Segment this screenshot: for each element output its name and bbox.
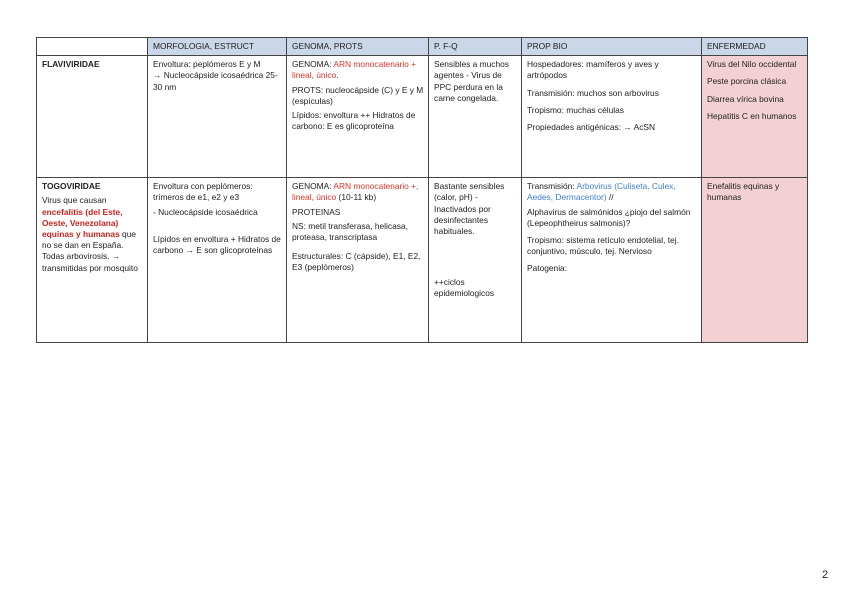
morfologia-line: Lípidos en envoltura + Hidratos de carbono → E son glicoproteínas (153, 233, 281, 256)
genoma-highlight: ARN monocatenario + lineal, único (292, 59, 417, 81)
genoma-cell (287, 56, 429, 178)
enfermedad-cell (702, 56, 808, 178)
family-description: Virus que causan encefalitis (del Este, Oeste, Venezolana) equinas y humanas que no se dan en España. Todas arbovirosis. → transmitidas por mosquito (42, 195, 138, 273)
family-name: FLAVIVIRIDAE (42, 59, 100, 70)
hospedadores-text: Hospedadores: mamíferos y aves y artrópodos (527, 59, 659, 81)
morfologia-line: Envoltura con peplómeros: trímeros de e1, e2 y e3 (153, 181, 253, 203)
transmision-text: Transmisión: muchos son arbovirus (527, 87, 659, 98)
family-cell (37, 56, 148, 178)
alphavirus-text: Alphavirus de salmónidos ¿piojo del salmón (Lepeophtheirus salmonis)? (527, 206, 691, 228)
lipidos-text: Lípidos: envoltura ++ Hidratos de carbono: E es glicoproteína (292, 110, 416, 132)
morfologia-cell (148, 56, 287, 178)
pfq-text: Bastante sensibles (calor, pH) - Inactivados por desinfectantes habituales. (434, 181, 505, 237)
enfermedad-item: Hepatitis C en humanos (707, 110, 797, 121)
propbio-cell (522, 56, 702, 178)
header-propbio: PROP BIO (522, 38, 702, 56)
prots-text: PROTS: nucleocápside (C) y E y M (espículas) (292, 84, 424, 106)
pfq-text: Sensibles a muchos agentes - Virus de PPC perdura en la carne congelada. (434, 59, 509, 103)
patogenia-text: Patogenia: (527, 263, 568, 274)
header-pfq: P. F-Q (429, 38, 522, 56)
antigenicas-text: Propiedades antigénicas: → AcSN (527, 122, 656, 133)
header-empty (37, 38, 148, 56)
header-morfologia: MORFOLOGIA, ESTRUCT (148, 38, 287, 56)
tropismo-text: Tropismo: sistema retículo endotelial, tej. conjuntivo, músculo, tej. Nervioso (527, 235, 679, 257)
table-row-flaviviridae (37, 56, 808, 178)
tropismo-text: Tropismo: muchas células (527, 104, 624, 115)
page-number: 2 (822, 569, 829, 581)
estructurales-text: Estructurales: C (cápside), E1, E2, E3 (peplómeros) (292, 251, 421, 273)
virus-table (36, 37, 808, 343)
pfq-cell (429, 56, 522, 178)
enfermedad-item: Peste porcina clásica (707, 76, 787, 87)
header-genoma: GENOMA, PROTS (287, 38, 429, 56)
morfologia-line: → Nucleocápside icosaédrica 25-30 nm (153, 70, 278, 92)
morfologia-line: Envoltura: peplómeros E y M (153, 59, 261, 70)
genoma-text: GENOMA: ARN monocatenario + lineal, único. (292, 59, 417, 81)
morfologia-line: - Nucleocápside icosaédrica (153, 206, 258, 217)
pfq-cell (429, 178, 522, 343)
enfermedad-item: Diarrea vírica bovina (707, 93, 784, 104)
morfologia-cell (148, 178, 287, 343)
enfermedad-cell (702, 178, 808, 343)
ns-text: NS: metil transferasa, helicasa, proteasa, transcriptasa (292, 220, 408, 243)
table-row-togoviridae (37, 178, 808, 343)
family-cell (37, 178, 148, 343)
transmision-text: Transmisión: Arbovirus (Culiseta, Culex, Aedes, Dermacentor) // (527, 181, 676, 203)
enfermedad-item: Virus del Nilo occidental (707, 59, 797, 70)
header-row (37, 38, 808, 56)
genoma-highlight: ARN monocatenario +, lineal, único (292, 181, 419, 203)
propbio-cell (522, 178, 702, 343)
proteinas-label: PROTEINAS (292, 206, 341, 217)
header-enfermedad: ENFERMEDAD (702, 38, 808, 56)
genoma-text: GENOMA: ARN monocatenario +, lineal, único (10-11 kb) (292, 181, 419, 203)
family-name: TOGOVIRIDAE (42, 181, 101, 192)
genoma-cell (287, 178, 429, 343)
transmision-highlight: Arbovirus (Culiseta, Culex, Aedes, Dermacentor) (527, 181, 676, 203)
description-highlight: encefalitis (del Este, Oeste, Venezolana) equinas y humanas (42, 206, 123, 240)
pfq-text: ++ciclos epidemiologicos (434, 277, 495, 299)
enfermedad-item: Enefalitis equinas y humanas (707, 181, 780, 203)
